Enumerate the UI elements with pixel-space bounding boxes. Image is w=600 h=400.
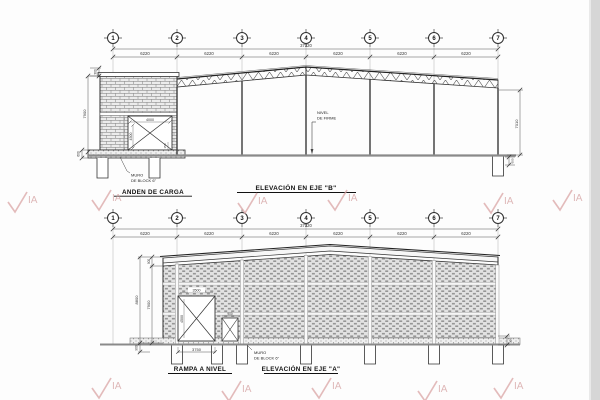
via-watermark [92,190,122,210]
via-watermark [312,378,342,398]
via-watermark [418,381,448,400]
bottom-footings [172,344,504,364]
top-bay-dim-3: 6220 [269,51,279,57]
top-elevation-eje-b [77,29,524,196]
top-dimension-rows [111,43,500,59]
top-bay-dim-4: 6220 [333,51,343,57]
watermark-text: IA [438,384,448,395]
bottom-overall-dim: 37320 [300,223,312,229]
bottom-dimension-rows [111,223,500,239]
top-level-note [311,110,337,155]
top-grid-label-6: 6 [432,36,436,43]
top-left-title: ANDEN DE CARGA [122,189,184,196]
watermark-check-icon [92,190,111,210]
bottom-bay-dim-6: 6220 [461,231,471,237]
scan-edge [591,0,600,400]
watermark-text: IA [112,193,122,204]
bottom-grid-label-7: 7 [496,216,500,223]
watermark-check-icon [92,378,111,398]
bottom-small-opening-dim: 900 [227,311,233,316]
top-columns [177,75,498,155]
top-door-width-dim: 4000 [146,117,154,122]
bottom-grid-label-6: 6 [432,216,436,223]
top-bay-dim-1: 6220 [140,51,150,57]
top-grid-label-7: 7 [496,36,500,43]
watermark-check-icon [8,192,27,212]
bottom-grid-label-5: 5 [368,216,372,223]
top-grid-label-3: 3 [240,36,244,43]
bottom-door-base-dim: 3750 [192,346,201,352]
via-watermark [553,190,583,210]
top-level-note-line2: DE FIRME [317,115,337,121]
bottom-grid-label-3: 3 [240,216,244,223]
bottom-bay-dim-5: 6220 [397,231,407,237]
bottom-left-title: RAMPA A NIVEL [173,366,227,373]
via-watermark [238,193,268,213]
top-roof-truss [177,66,498,89]
top-parapet-dim: 300 [93,69,98,75]
top-right-footing-dim: 600 [510,158,515,164]
bottom-bay-dim-4: 6220 [333,231,343,237]
watermark-check-icon [494,378,513,398]
bottom-fascia-dim: 900 [146,258,151,265]
watermark-text: IA [348,193,358,204]
via-watermark [328,190,358,210]
bottom-wall-note-line2: DE BLOCK 6" [254,355,279,361]
watermark-check-icon [328,190,347,210]
watermark-text: IA [332,381,342,392]
watermark-text: IA [514,381,524,392]
watermark-check-icon [238,193,257,213]
bottom-small-opening [222,312,238,341]
top-grid-label-5: 5 [368,36,372,43]
watermark-check-icon [418,381,437,400]
top-wall-note-line1: MURO [131,172,144,178]
top-wall-height-dim: 7900 [82,109,87,119]
watermark-check-icon [484,193,503,213]
top-title: ELEVACIÓN EN EJE "B" [255,185,337,192]
bottom-grid-label-4: 4 [304,216,308,223]
top-bay-dim-6: 6220 [461,51,471,57]
via-watermark [484,193,514,213]
bottom-bay-dim-1: 6220 [140,231,150,237]
bottom-grid-label-1: 1 [111,216,115,223]
top-platform-dim: 600 [76,151,81,157]
watermark-text: IA [258,196,268,207]
bottom-bay-dim-2: 6220 [204,231,214,237]
top-door-sill-dim: 150 [163,143,167,149]
top-overall-dim: 37320 [300,43,312,48]
bottom-elevation-eje-a [100,209,520,374]
watermark-text: IA [112,381,122,392]
bottom-foundation-dim: 900 [134,345,139,351]
watermark-text: IA [28,195,38,206]
top-platform [88,150,504,178]
top-grid-label-2: 2 [175,36,179,43]
via-watermark [8,192,38,212]
bottom-right-footing-dim: 300 [508,337,513,344]
bottom-grid-label-2: 2 [175,216,179,223]
via-watermark [92,378,122,398]
bottom-door-width-dim: 3500 [192,288,201,293]
bottom-door-height-dim: 4500 [179,315,184,323]
bottom-wall-note-line1: MURO [254,350,267,355]
top-grid-label-1: 1 [111,36,115,43]
bottom-total-height-dim: 8800 [134,295,139,305]
top-wall-note-line2: DE BLOCK 6" [131,178,156,183]
watermark-text: IA [573,193,583,204]
top-right-height-dim: 7010 [514,119,519,129]
top-bay-dim-5: 6220 [397,51,407,57]
watermark-text: IA [504,196,514,207]
top-door-height-dim: 4500 [128,132,133,141]
top-level-note-line1: NIVEL [317,110,329,115]
top-bay-dim-2: 6220 [204,51,214,57]
bottom-title: ELEVACIÓN EN EJE "A" [261,366,341,373]
via-watermark [494,378,524,398]
watermark-check-icon [222,381,241,400]
via-watermark [222,381,252,400]
watermark-check-icon [312,378,331,398]
bottom-wall-height-dim: 7900 [146,300,151,310]
watermark-text: IA [242,384,252,395]
top-grid-label-4: 4 [304,36,308,43]
bottom-wall-note [247,345,280,361]
watermark-check-icon [553,190,572,210]
top-dock-wall [98,73,179,151]
bottom-bay-dim-3: 6220 [269,231,279,237]
